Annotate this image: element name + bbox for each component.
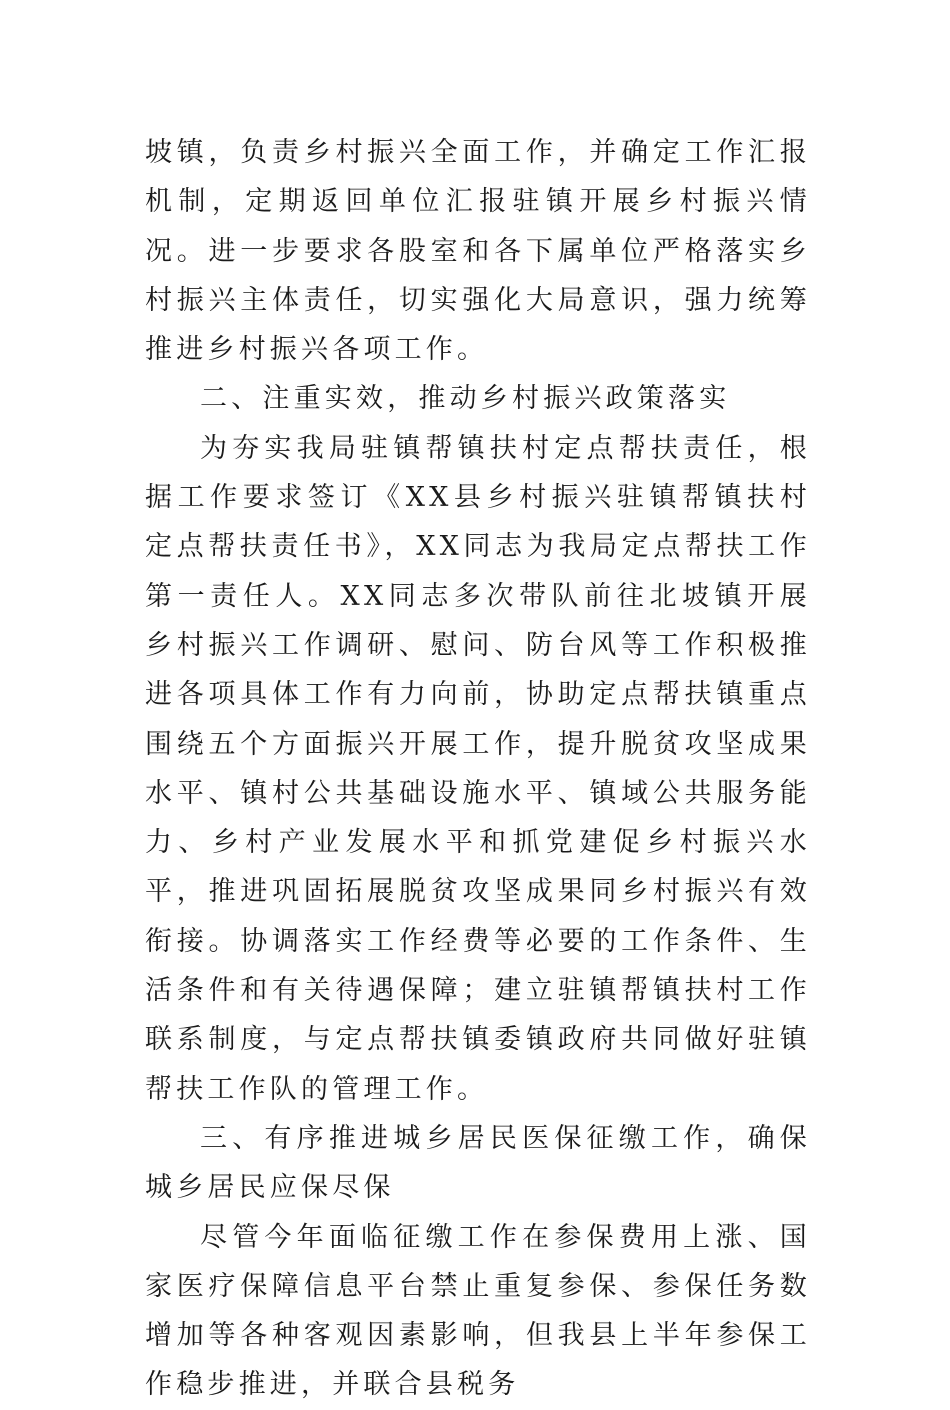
document-body [145, 128, 811, 1410]
section-heading-3: 三、有序推进城乡居民医保征缴工作，确保城乡居民应保尽保 [145, 1122, 811, 1204]
paragraph-section-2: 为夯实我局驻镇帮镇扶村定点帮扶责任，根据工作要求签订《XX县乡村振兴驻镇帮镇扶村定点帮扶责任书》，XX同志为我局定点帮扶工作第一责任人。XX同志多次带队前往北坡镇开展乡村振兴工作调研、慰问、防台风等工作积极推进各项具体工作有力向前，协助定点帮扶镇重点围绕五个方面振兴开展工作，提升脱贫攻坚成果水平、镇村公共基础设施水平、镇域公共服务能力、乡村产业发展水平和抓党建促乡村振兴水平，推进巩固拓展脱贫攻坚成果同乡村振兴有效衔接。协调落实工作经费等必要的工作条件、生活条件和有关待遇保障；建立驻镇帮镇扶村工作联系制度，与定点帮扶镇委镇政府共同做好驻镇帮扶工作队的管理工作。 [145, 432, 811, 1105]
paragraph-continuation: 坡镇，负责乡村振兴全面工作，并确定工作汇报机制，定期返回单位汇报驻镇开展乡村振兴情况。进一步要求各股室和各下属单位严格落实乡村振兴主体责任，切实强化大局意识，强力统筹推进乡村振兴各项工作。 [145, 137, 811, 366]
paragraph-section-3: 尽管今年面临征缴工作在参保费用上涨、国家医疗保障信息平台禁止重复参保、参保任务数增加等各种客观因素影响，但我县上半年参保工作稳步推进，并联合县税务 [145, 1221, 811, 1401]
section-heading-2: 二、注重实效，推动乡村振兴政策落实 [200, 383, 731, 415]
